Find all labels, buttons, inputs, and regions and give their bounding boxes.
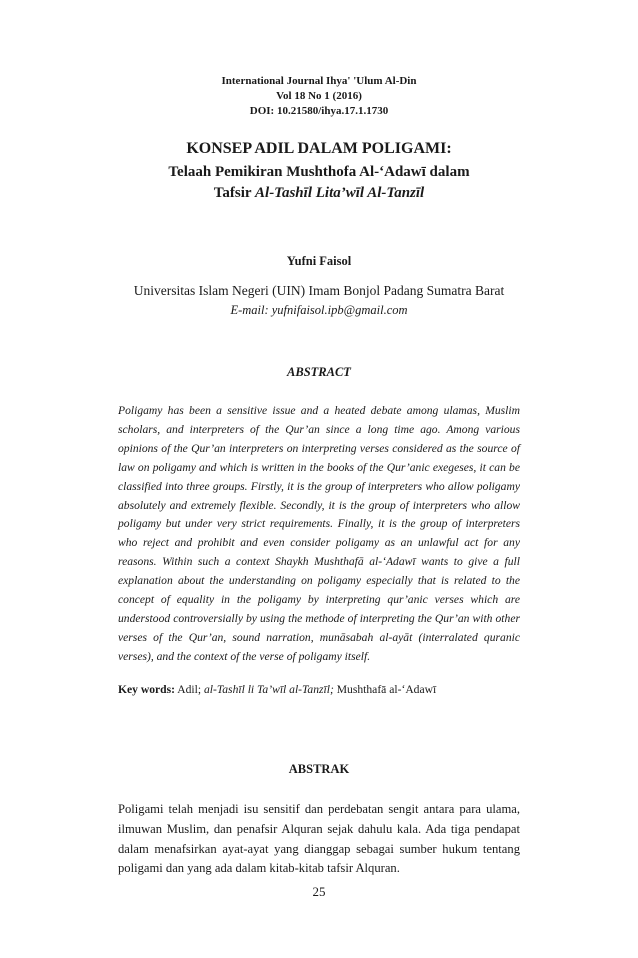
- keywords: [118, 681, 520, 699]
- article-title: KONSEP ADIL DALAM POLIGAMI:: [186, 140, 452, 157]
- journal-volume: Vol 18 No 1 (2016): [276, 90, 362, 102]
- keyword-2: al-Tashīl li Ta’wīl al-Tanzīl;: [204, 683, 334, 696]
- subtitle-line-1: Telaah Pemikiran Mushthofa Al-‘Adawī dalam: [168, 164, 470, 180]
- subtitle-line-2-plain: Tafsir: [213, 185, 256, 201]
- article-subtitle: [0, 162, 638, 204]
- subtitle-line-2: [0, 183, 638, 204]
- author-affiliation: Universitas Islam Negeri (UIN) Imam Bonjol Padang Sumatra Barat: [133, 283, 505, 298]
- abstract-english: [118, 402, 520, 667]
- journal-header: [0, 74, 638, 119]
- abstract-indonesian: [118, 800, 520, 879]
- abstract-heading: ABSTRACT: [287, 365, 351, 379]
- keyword-3: Mushthafā al-‘Adawī: [333, 683, 437, 696]
- keywords-label: Key words:: [118, 683, 175, 696]
- author-email: E-mail: yufnifaisol.ipb@gmail.com: [230, 303, 408, 317]
- journal-doi: DOI: 10.21580/ihya.17.1.1730: [249, 105, 389, 117]
- abstract-indonesian-text: Poligami telah menjadi isu sensitif dan perdebatan sengit antara para ulama, ilmuwan Muslim, dan penafsir Alquran sejak dahulu kala. Ada tiga pendapat dalam menafsirkan ayat-ayat yang dianggap sebagai sumber hukum tentang poligami dan yang ada dalam kitab-kitab tafsir Alquran.: [118, 802, 520, 876]
- keyword-1: Adil;: [175, 683, 204, 696]
- subtitle-line-2-italic: Al-Tashīl Lita’wīl Al-Tanzīl: [255, 185, 425, 201]
- author-name: Yufni Faisol: [286, 254, 352, 268]
- abstract-english-text: Poligamy has been a sensitive issue and a heated debate among ulamas, Muslim scholars, and interpreters of the Qur’an since a long time ago. Among various opinions of the Qur’an interpreters on interpreting verses considered as the source of law on poligamy and which is written in the books of the Qur’anic exegeses, it can be classified into three groups. Firstly, it is the group of interpreters who allow poligamy absolutely and extremely flexible. Secondly, it is the group of interpreters who allow poligamy but under very strict requirements. Finally, it is the group of interpreters who reject and prohibit and even consider poligamy as an unlawful act for any reasons. Within such a context Shaykh Mushthafā al-‘Adawī wants to give a full explanation about the understanding on poligamy especially that is related to the concept of equality in the poligamy by interpreting qur’anic verses which are understood controversially by using the methode of interpreting the Qur’an with other verses of the Qur’an, sound narration, munāsabah al-ayāt (interralated quranic verses), and the context of the verse of poligamy itself.: [118, 404, 520, 663]
- page-number: 25: [312, 884, 326, 899]
- journal-name: International Journal Ihya' 'Ulum Al-Din: [221, 75, 417, 87]
- abstrak-heading: ABSTRAK: [288, 762, 350, 776]
